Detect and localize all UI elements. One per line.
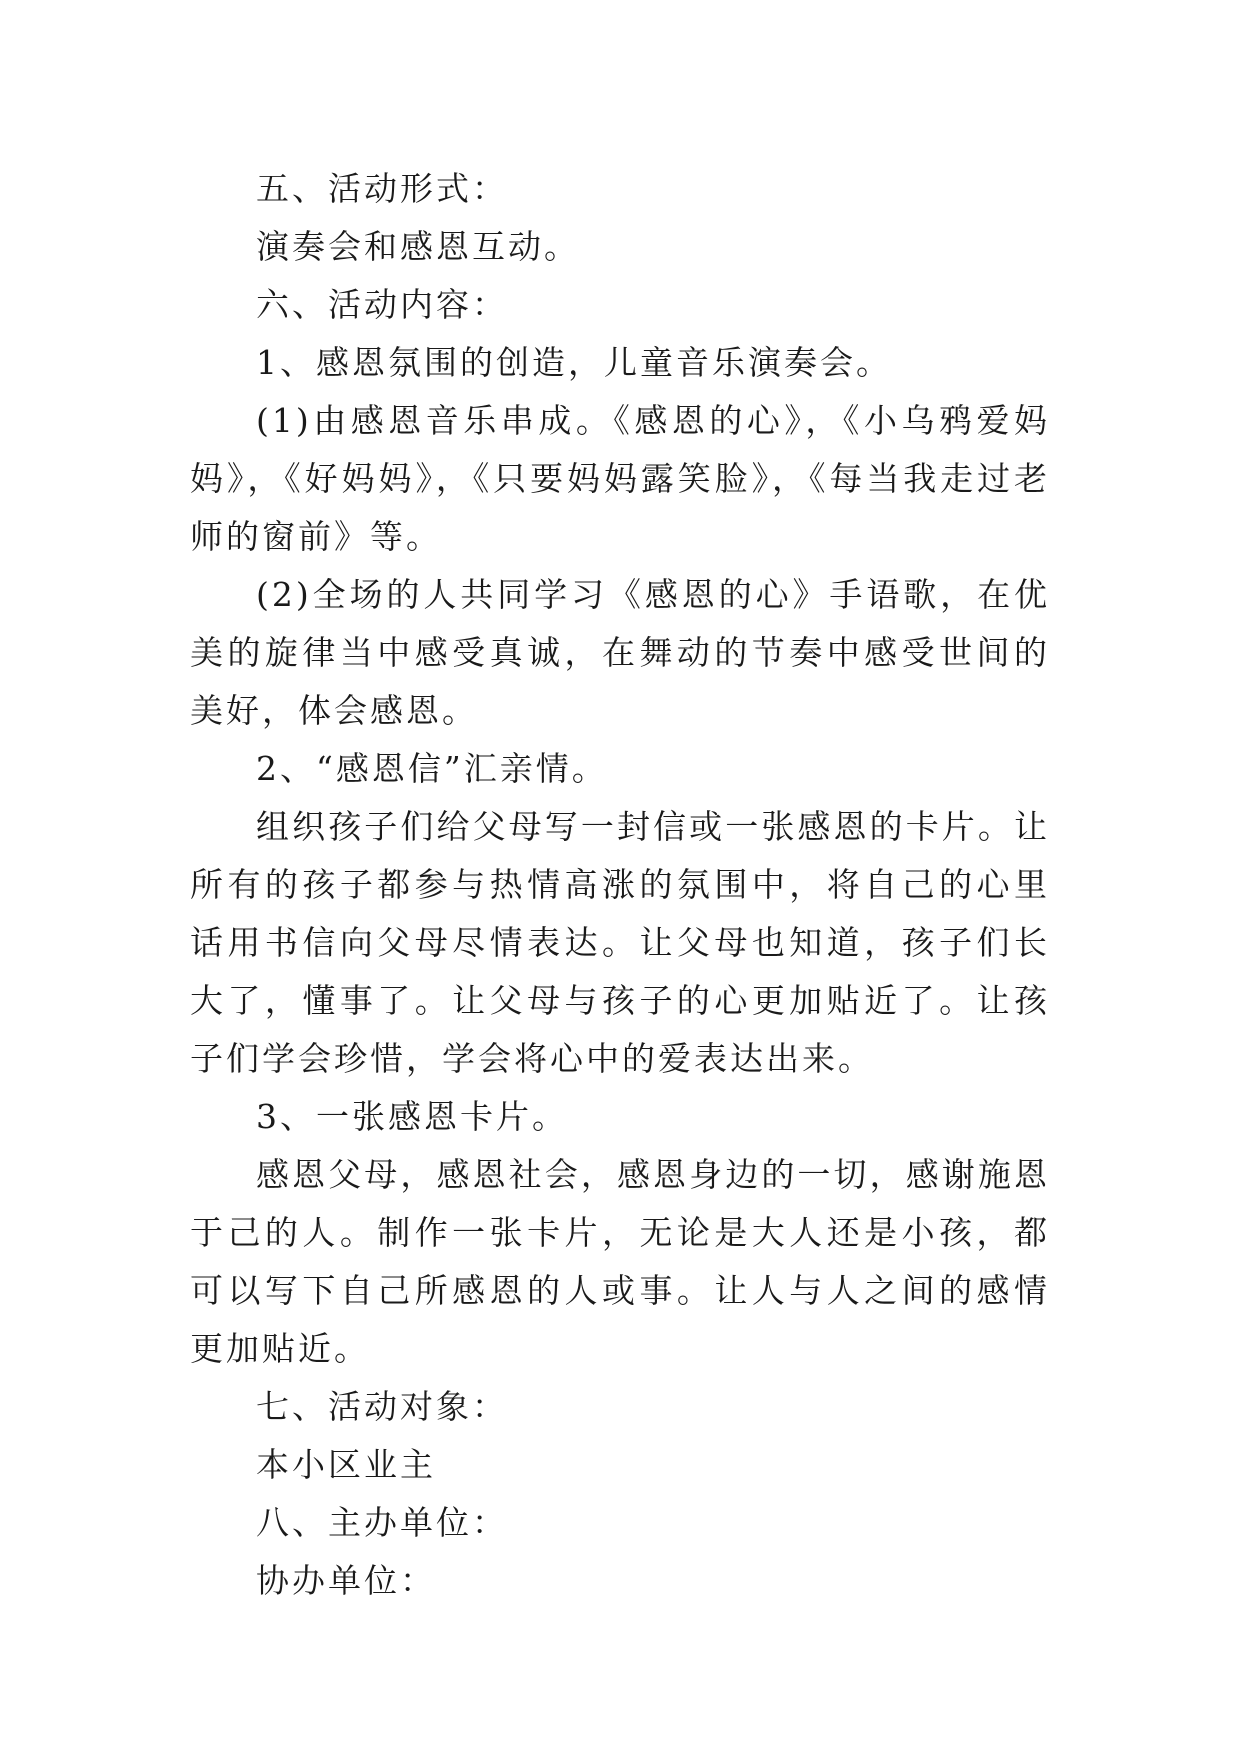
paragraph-audience: 本小区业主	[256, 1445, 436, 1484]
paragraph-form-body: 演奏会和感恩互动。	[256, 227, 580, 266]
section-heading-form: 五、活动形式：	[256, 169, 508, 208]
paragraph-item-1-1: (1)由感恩音乐串成。《感恩的心》，《小乌鸦爱妈妈》，《好妈妈》，《只要妈妈露笑脸》，《每当我走过老师的窗前》等。	[190, 401, 1050, 556]
section-heading-content: 六、活动内容：	[256, 285, 508, 324]
paragraph-co-organizer: 协办单位：	[256, 1561, 436, 1600]
section-heading-audience: 七、活动对象：	[256, 1387, 508, 1426]
paragraph-item-2: 组织孩子们给父母写一封信或一张感恩的卡片。让所有的孩子都参与热情高涨的氛围中，将自己的心里话用书信向父母尽情表达。让父母也知道，孩子们长大了，懂事了。让父母与孩子的心更加贴近了。让孩子们学会珍惜，学会将心中的爱表达出来。	[190, 807, 1050, 1078]
section-heading-organizer: 八、主办单位：	[256, 1503, 508, 1542]
item-heading-1: 1、感恩氛围的创造，儿童音乐演奏会。	[256, 343, 892, 382]
paragraph-item-3: 感恩父母，感恩社会，感恩身边的一切，感谢施恩于己的人。制作一张卡片，无论是大人还是小孩，都可以写下自己所感恩的人或事。让人与人之间的感情更加贴近。	[190, 1155, 1050, 1368]
paragraph-item-1-2: (2)全场的人共同学习《感恩的心》手语歌，在优美的旋律当中感受真诚，在舞动的节奏中感受世间的美好，体会感恩。	[190, 575, 1050, 730]
document-page	[190, 160, 1050, 1610]
item-heading-3: 3、一张感恩卡片。	[256, 1097, 568, 1136]
item-heading-2: 2、“感恩信”汇亲情。	[256, 749, 608, 788]
